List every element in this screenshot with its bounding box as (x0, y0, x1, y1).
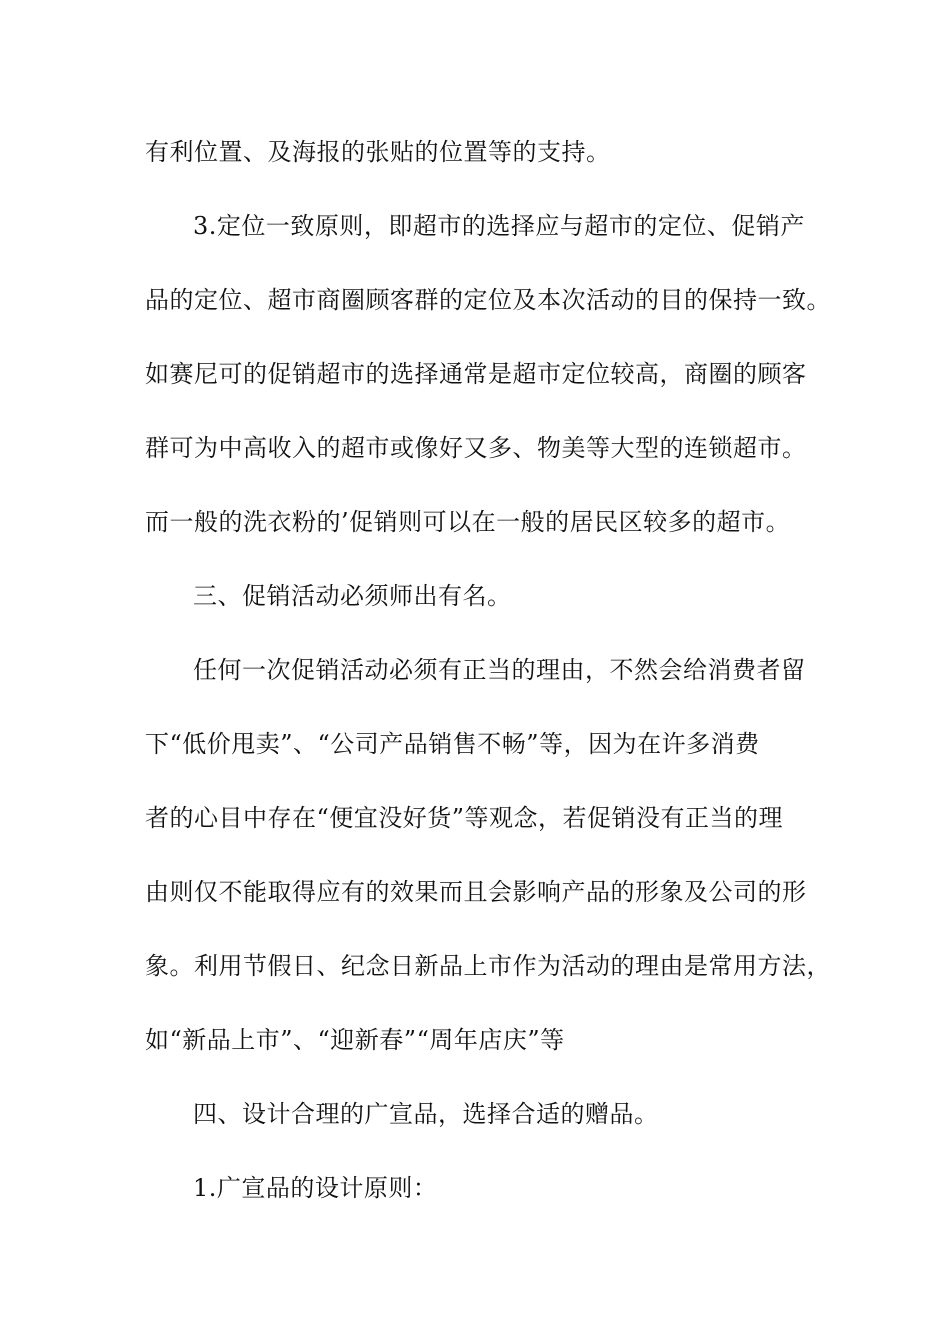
text-line: 下“低价甩卖”、“公司产品销售不畅”等，因为在许多消费 (145, 730, 760, 758)
text-line: 有利位置、及海报的张贴的位置等的支持。 (145, 138, 611, 166)
section-heading: 四、设计合理的广宣品，选择合适的赠品。 (193, 1100, 659, 1128)
text-line: 由则仅不能取得应有的效果而且会影响产品的形象及公司的形 (145, 878, 807, 906)
text-line: 群可为中高收入的超市或像好又多、物美等大型的连锁超市。 (145, 434, 807, 462)
text-line: 而一般的洗衣粉的’促销则可以在一般的居民区较多的超市。 (145, 508, 791, 536)
text-line: 如赛尼可的促销超市的选择通常是超市定位较高，商圈的顾客 (145, 360, 807, 388)
section-heading: 三、促销活动必须师出有名。 (193, 582, 512, 610)
subsection-heading: 1.广宣品的设计原则： (193, 1174, 438, 1202)
text-line: 任何一次促销活动必须有正当的理由，不然会给消费者留 (193, 656, 806, 684)
text-line: 品的定位、超市商圈顾客群的定位及本次活动的目的保持一致。 (145, 286, 831, 314)
text-line: 3.定位一致原则，即超市的选择应与超市的定位、促销产 (193, 212, 805, 240)
text-line: 如“新品上市”、“迎新春”“周年店庆”等 (145, 1026, 565, 1054)
text-line: 象。利用节假日、纪念日新品上市作为活动的理由是常用方法， (145, 952, 831, 980)
text-line: 者的心目中存在“便宜没好货”等观念，若促销没有正当的理 (145, 804, 784, 832)
